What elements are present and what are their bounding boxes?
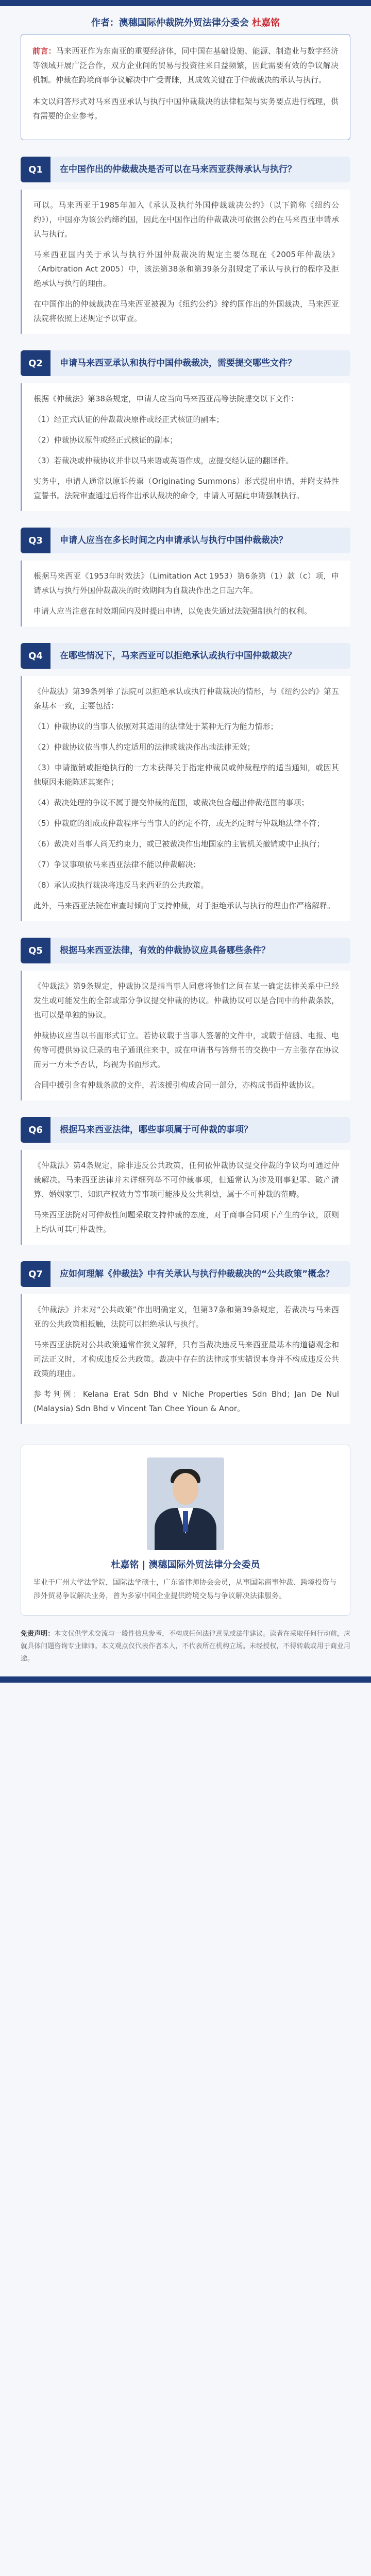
answer-paragraph: 根据《仲裁法》第38条规定，申请人应当向马来西亚高等法院提交以下文件： [33,394,299,403]
answer-body [21,561,350,626]
question-badge: Q2 [21,350,50,376]
answer-paragraph: 《仲裁法》并未对“公共政策”作出明确定义，但第37条和第39条规定，若裁决与马来西亚的公共政策相抵触，法院可以拒绝承认与执行。 [33,1305,339,1329]
answer-paragraph: （7）争议事项依马来西亚法律不能以仲裁解决； [33,860,201,869]
answer-paragraph: （1）仲裁协议的当事人依照对其适用的法律处于某种无行为能力情形； [33,722,278,731]
question-title: 根据马来西亚法律，有效的仲裁协议应具备哪些条件？ [50,938,350,963]
answer-paragraph: 仲裁协议应当以书面形式订立。若协议载于当事人签署的文件中，或载于信函、电报、电传等可提供协议记录的电子通讯往来中，或在申请书与答辩书的交换中一方主张存在协议而另一方未予否认，均视为书面形式。 [33,1031,339,1069]
answer-paragraph: （6）裁决对当事人尚无约束力，或已被裁决作出地国家的主管机关撤销或中止执行； [33,839,325,849]
answer-paragraph: 此外，马来西亚法院在审查时倾向于支持仲裁，对于拒绝承认与执行的理由作严格解释。 [33,901,335,910]
answer-paragraph: 在中国作出的仲裁裁决在马来西亚被视为《纽约公约》缔约国作出的外国裁决，马来西亚法院将依照上述规定予以审查。 [33,299,339,323]
author-line [0,6,371,34]
question-header [21,938,350,963]
question-title: 申请马来西亚承认和执行中国仲裁裁决，需要提交哪些文件？ [50,350,350,376]
author-org: 澳穗国际仲裁院外贸法律分委会 [119,18,249,28]
answer-paragraph: 马来西亚法院对可仲裁性问题采取支持仲裁的态度，对于商事合同项下产生的争议，原则上均认可其可仲裁性。 [33,1210,339,1234]
question-badge: Q7 [21,1261,50,1287]
answer-paragraph: 合同中援引含有仲裁条款的文件，若该援引构成合同一部分，亦构成书面仲裁协议。 [33,1080,320,1090]
question-header [21,157,350,182]
questions-list [0,157,371,1424]
intro-lead: 前言： [32,46,56,56]
question-header [21,350,350,376]
top-decor-bar [0,0,371,6]
intro-paragraph: 本文以问答形式对马来西亚承认与执行中国仲裁裁决的法律框架与实务要点进行梳理，供有需要的企业参考。 [32,97,339,121]
answer-paragraph: （3）申请撤销或拒绝执行的一方未获得关于指定仲裁员或仲裁程序的适当通知，或因其他原因未能陈述其案件； [33,763,339,787]
answer-paragraph: 《仲裁法》第9条规定，仲裁协议是指当事人同意将他们之间在某一确定法律关系中已经发生或可能发生的全部或部分争议提交仲裁的协议。仲裁协议可以是合同中的仲裁条款，也可以是单独的协议。 [33,981,339,1020]
question-header [21,1261,350,1287]
disclaimer-label: 免责声明： [21,1630,55,1638]
answer-body [21,1150,350,1245]
question-title: 申请人应当在多长时间之内申请承认与执行中国仲裁裁决？ [50,528,350,553]
author-bio [21,1445,350,1616]
answer-paragraph: （4）裁决处理的争议不属于提交仲裁的范围，或裁决包含超出仲裁范围的事项； [33,798,309,807]
answer-paragraph: （8）承认或执行裁决将违反马来西亚的公共政策。 [33,880,209,890]
question-title: 根据马来西亚法律，哪些事项属于可仲裁的事项？ [50,1117,350,1143]
bottom-decor-bar [0,1676,371,1683]
disclaimer [21,1628,350,1665]
author-avatar [147,1458,224,1550]
question-badge: Q1 [21,157,50,182]
question-header [21,1117,350,1143]
intro-box [21,34,350,140]
intro-paragraph: 前言：马来西亚作为东南亚的重要经济体，同中国在基础设施、能源、制造业与数字经济等领域开展广泛合作，双方企业间的贸易与投资往来日益频繁，因此需要有效的争议解决机制。仲裁在跨境商事争议解决中广受青睐，其成效关键在于仲裁裁决的承认与执行。 [32,46,339,84]
bio-text: 毕业于广州大学法学院，国际法学硕士，广东省律师协会会员，从事国际商事仲裁、跨境投资与涉外贸易争议解决业务，曾为多家中国企业提供跨境交易与争议解决法律服务。 [33,1579,336,1600]
answer-paragraph: 可以。马来西亚于1985年加入《承认及执行外国仲裁裁决公约》（以下简称《纽约公约》），中国亦为该公约缔约国，因此在中国作出的仲裁裁决可依据公约在马来西亚申请承认与执行。 [33,200,339,239]
answer-body [21,1294,350,1424]
answer-paragraph: 根据马来西亚《1953年时效法》（Limitation Act 1953）第6条第（1）款（c）项，申请承认与执行外国仲裁裁决的时效期间为自裁决作出之日起六年。 [33,571,339,595]
question-badge: Q4 [21,643,50,669]
disclaimer-text: 本文仅供学术交流与一般性信息参考，不构成任何法律意见或法律建议。读者在采取任何行动前，应就具体问题咨询专业律师。本文观点仅代表作者本人，不代表所在机构立场。未经授权，不得转载或用于商业用途。 [21,1630,350,1663]
answer-paragraph: 《仲裁法》第39条列举了法院可以拒绝承认或执行仲裁裁决的情形，与《纽约公约》第五条基本一致，主要包括： [33,687,339,710]
answer-paragraph: 参考判例：Kelana Erat Sdn Bhd v Niche Properties Sdn Bhd；Jan De Nul (Malaysia) Sdn Bhd v Vincent Tan Chee Yioun & Anor。 [33,1389,339,1413]
question-title: 应如何理解《仲裁法》中有关承认与执行仲裁裁决的“公共政策”概念？ [50,1261,350,1287]
answer-paragraph: （2）仲裁协议依当事人约定适用的法律或裁决作出地法律无效； [33,742,255,752]
answer-body [21,383,350,511]
author-prefix: 作者： [91,18,119,28]
bio-name: 杜嘉铭 | 澳穗国际外贸法律分会委员 [111,1560,260,1570]
answer-paragraph: 马来西亚国内关于承认与执行外国仲裁裁决的规定主要体现在《2005年仲裁法》（Arbitration Act 2005）中，该法第38条和第39条分别规定了承认与执行的程序及拒绝承认与执行的理由。 [33,250,339,288]
question-title: 在中国作出的仲裁裁决是否可以在马来西亚获得承认与执行？ [50,157,350,182]
answer-body [21,971,350,1100]
answer-paragraph: 申请人应当注意在时效期间内及时提出申请，以免丧失通过法院强制执行的权利。 [33,606,312,616]
question-title: 在哪些情况下，马来西亚可以拒绝承认或执行中国仲裁裁决？ [50,643,350,669]
answer-paragraph: 马来西亚法院对公共政策通常作狭义解释，只有当裁决违反马来西亚最基本的道德观念和司法正义时，才构成违反公共政策。裁决中存在的法律或事实错误本身并不构成违反公共政策的理由。 [33,1340,339,1378]
question-badge: Q6 [21,1117,50,1143]
answer-paragraph: 实务中，申请人通常以原诉传票（Originating Summons）形式提出申请，并附支持性宣誓书。法院审查通过后将作出承认裁决的命令，申请人可据此申请强制执行。 [33,477,339,500]
answer-paragraph: （5）仲裁庭的组成或仲裁程序与当事人的约定不符，或无约定时与仲裁地法律不符； [33,819,325,828]
answer-paragraph: 《仲裁法》第4条规定，除非违反公共政策，任何依仲裁协议提交仲裁的争议均可通过仲裁解决。马来西亚法律并未详细列举不可仲裁事项，但通常认为涉及刑事犯罪、破产清算、婚姻家事、知识产权效力等事项可能涉及公共利益，属于不可仲裁的范畴。 [33,1161,339,1199]
question-header [21,643,350,669]
answer-paragraph: （2）仲裁协议原件或经正式核证的副本； [33,435,178,445]
author-name: 杜嘉铭 [252,18,280,28]
question-badge: Q3 [21,528,50,553]
answer-body [21,190,350,334]
question-header [21,528,350,553]
answer-body [21,676,350,921]
answer-paragraph: （1）经正式认证的仲裁裁决原件或经正式核证的副本； [33,415,224,424]
question-badge: Q5 [21,938,50,963]
answer-paragraph: （3）若裁决或仲裁协议并非以马来语或英语作成，应提交经认证的翻译件。 [33,456,294,465]
